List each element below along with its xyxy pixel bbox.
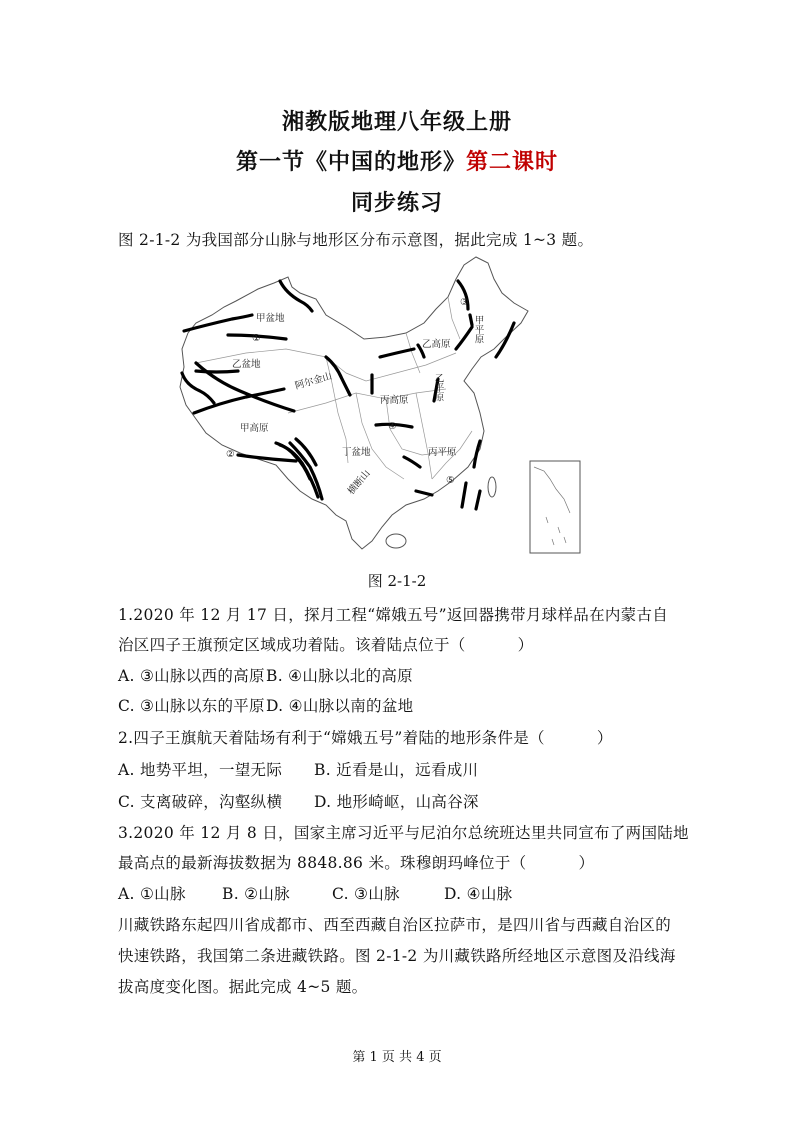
title-period: 第二课时 bbox=[466, 149, 559, 175]
label-yi-plateau: 乙高原 bbox=[422, 339, 451, 350]
q3-option-d[interactable]: D. ④山脉 bbox=[444, 885, 513, 903]
q1-line-2 bbox=[118, 633, 533, 655]
label-tilted-range: 阿尔金山 bbox=[293, 370, 334, 392]
label-jia-plain-vertical: 甲平原 bbox=[472, 315, 484, 344]
q2-options-row-1 bbox=[118, 758, 478, 780]
q1-option-b[interactable]: B. ④山脉以北的高原 bbox=[266, 667, 413, 685]
q1-line-1: 1.2020 年 12 月 17 日，探月工程“嫦娥五号”返回器携带月球样品在内蒙古自 bbox=[118, 606, 669, 624]
label-ding-basin: 丁盆地 bbox=[342, 447, 371, 458]
q3-option-c[interactable]: C. ③山脉 bbox=[332, 885, 400, 903]
hainan-island bbox=[386, 534, 406, 548]
q2-option-a[interactable]: A. 地势平坦，一望无际 bbox=[118, 761, 283, 779]
label-num-4: ④ bbox=[388, 421, 397, 432]
q1-option-a[interactable]: A. ③山脉以西的高原 bbox=[118, 667, 265, 685]
q2-option-d[interactable]: D. 地形崎岖，山高谷深 bbox=[314, 793, 479, 811]
label-jia-plateau: 甲高原 bbox=[240, 423, 269, 434]
q2-options-row-2 bbox=[118, 790, 479, 812]
q1-options-row-2 bbox=[118, 694, 413, 716]
taiwan-island bbox=[488, 477, 496, 497]
label-bing-plain: 丙平原 bbox=[428, 447, 457, 458]
q2-paren-close: ） bbox=[596, 729, 613, 747]
q1-option-c[interactable]: C. ③山脉以东的平原 bbox=[118, 697, 265, 715]
q1-paren-close: ） bbox=[517, 636, 534, 654]
q2-option-c[interactable]: C. 支离破碎，沟壑纵横 bbox=[118, 793, 283, 811]
passage-line-1: 川藏铁路东起四川省成都市、西至西藏自治区拉萨市，是四川省与西藏自治区的 bbox=[118, 916, 672, 934]
q1-options-row-1 bbox=[118, 664, 413, 686]
q2-line-1 bbox=[118, 726, 613, 748]
q1-stem-end: 治区四子王旗预定区域成功着陆。该着陆点位于（ bbox=[118, 636, 466, 654]
q3-options-row bbox=[118, 882, 512, 904]
q1-option-d[interactable]: D. ④山脉以南的盆地 bbox=[266, 697, 414, 715]
label-jia-basin: 甲盆地 bbox=[256, 313, 285, 324]
label-num-1: ① bbox=[252, 333, 261, 344]
passage-line-3: 拔高度变化图。据此完成 4~5 题。 bbox=[118, 978, 368, 996]
china-terrain-map bbox=[176, 253, 582, 555]
label-num-3: ③ bbox=[460, 297, 469, 308]
title-lesson: 第一节《中国的地形》 bbox=[235, 149, 466, 175]
q3-option-a[interactable]: A. ①山脉 bbox=[118, 885, 186, 903]
figure-caption: 图 2-1-2 bbox=[367, 572, 427, 590]
page-footer: 第 1 页 共 4 页 bbox=[352, 1050, 442, 1065]
q2-stem: 2.四子王旗航天着陆场有利于“嫦娥五号”着陆的地形条件是（ bbox=[118, 729, 545, 747]
label-yi-plain-vertical: 乙平原 bbox=[432, 373, 444, 402]
q3-line-1: 3.2020 年 12 月 8 日，国家主席习近平与尼泊尔总统班达里共同宣布了两国陆地 bbox=[118, 824, 689, 842]
label-hengduan: 横断山 bbox=[345, 468, 373, 497]
intro-text: 图 2-1-2 为我国部分山脉与地形区分布示意图，据此完成 1~3 题。 bbox=[118, 231, 594, 249]
q3-option-b[interactable]: B. ②山脉 bbox=[222, 885, 290, 903]
label-bing-plateau: 丙高原 bbox=[380, 395, 409, 406]
q2-option-b[interactable]: B. 近看是山，远看成川 bbox=[314, 761, 479, 779]
title-line-3: 同步练习 bbox=[350, 190, 443, 216]
passage-line-2: 快速铁路，我国第二条进藏铁路。图 2-1-2 为川藏铁路所经地区示意图及沿线海 bbox=[118, 947, 676, 965]
south-china-sea-inset bbox=[530, 461, 580, 553]
label-yi-basin: 乙盆地 bbox=[232, 359, 261, 370]
title-line-1: 湘教版地理八年级上册 bbox=[281, 109, 512, 135]
label-num-2: ② bbox=[226, 449, 235, 460]
q3-paren-close: ） bbox=[578, 854, 595, 872]
q3-stem-end: 最高点的最新海拔数据为 8848.86 米。珠穆朗玛峰位于（ bbox=[118, 854, 527, 872]
q3-line-2 bbox=[118, 851, 594, 873]
label-num-5: ⑤ bbox=[446, 475, 455, 486]
title-line-2 bbox=[0, 145, 794, 176]
